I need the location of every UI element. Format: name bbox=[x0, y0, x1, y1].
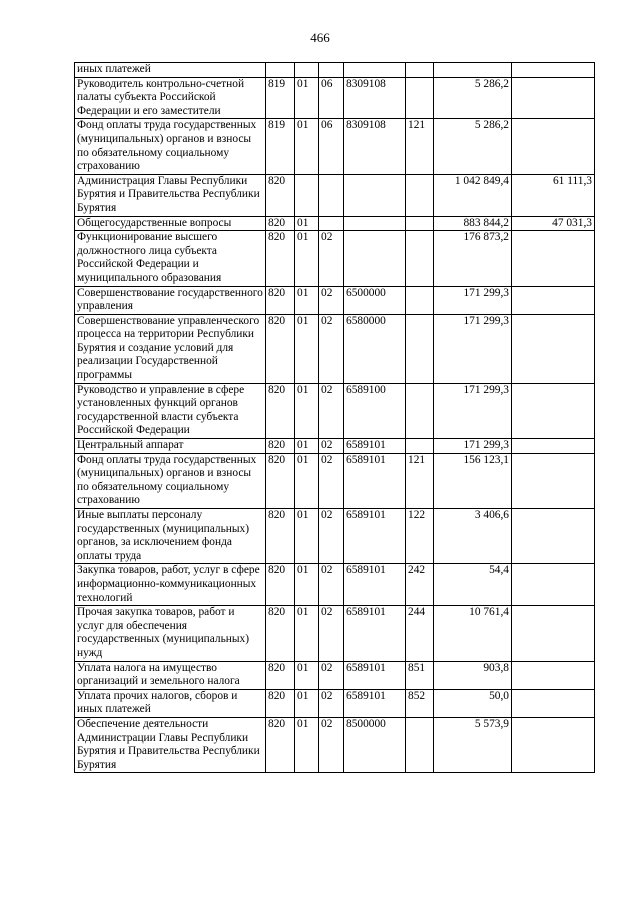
amount-federal-cell bbox=[512, 63, 595, 78]
ved-code-cell: 820 bbox=[266, 564, 295, 606]
section-code-cell bbox=[295, 63, 319, 78]
amount-federal-cell bbox=[512, 661, 595, 689]
amount-cell: 54,4 bbox=[434, 564, 512, 606]
amount-federal-cell bbox=[512, 119, 595, 174]
expense-type-cell bbox=[406, 77, 434, 119]
table-row bbox=[75, 216, 595, 231]
section-code-cell bbox=[295, 174, 319, 216]
target-article-cell: 8500000 bbox=[344, 717, 406, 772]
amount-cell: 5 573,9 bbox=[434, 717, 512, 772]
row-name-cell: Совершенствование государственного управления bbox=[75, 286, 266, 314]
expense-type-cell: 244 bbox=[406, 606, 434, 661]
section-code-cell: 01 bbox=[295, 453, 319, 508]
amount-cell: 176 873,2 bbox=[434, 231, 512, 286]
section-code-cell: 01 bbox=[295, 383, 319, 438]
target-article-cell: 8309108 bbox=[344, 119, 406, 174]
ved-code-cell: 820 bbox=[266, 453, 295, 508]
row-name-cell: Руководство и управление в сфере установленных функций органов государственной власти субъекта Российской Федерации bbox=[75, 383, 266, 438]
table-row bbox=[75, 661, 595, 689]
table-row bbox=[75, 564, 595, 606]
row-name-cell: Общегосударственные вопросы bbox=[75, 216, 266, 231]
table-body bbox=[75, 63, 595, 773]
expense-type-cell bbox=[406, 286, 434, 314]
subsection-code-cell: 02 bbox=[319, 717, 344, 772]
amount-federal-cell bbox=[512, 689, 595, 717]
table-row bbox=[75, 453, 595, 508]
amount-cell: 156 123,1 bbox=[434, 453, 512, 508]
target-article-cell: 6589101 bbox=[344, 439, 406, 454]
row-name-cell: Совершенствование управленческого процесса на территории Республики Бурятия и создание условий для реализации Государственной программы bbox=[75, 314, 266, 383]
section-code-cell: 01 bbox=[295, 564, 319, 606]
target-article-cell bbox=[344, 216, 406, 231]
expense-type-cell bbox=[406, 63, 434, 78]
section-code-cell: 01 bbox=[295, 439, 319, 454]
row-name-cell: Администрация Главы Республики Бурятия и Правительства Республики Бурятия bbox=[75, 174, 266, 216]
amount-federal-cell bbox=[512, 77, 595, 119]
expense-type-cell: 242 bbox=[406, 564, 434, 606]
ved-code-cell: 820 bbox=[266, 606, 295, 661]
ved-code-cell: 820 bbox=[266, 689, 295, 717]
table-row bbox=[75, 606, 595, 661]
page-number: 466 bbox=[310, 30, 330, 45]
section-code-cell: 01 bbox=[295, 314, 319, 383]
ved-code-cell: 820 bbox=[266, 174, 295, 216]
subsection-code-cell: 02 bbox=[319, 564, 344, 606]
expense-type-cell bbox=[406, 174, 434, 216]
target-article-cell bbox=[344, 174, 406, 216]
amount-federal-cell bbox=[512, 231, 595, 286]
table-row bbox=[75, 231, 595, 286]
subsection-code-cell: 02 bbox=[319, 286, 344, 314]
target-article-cell: 6589101 bbox=[344, 689, 406, 717]
subsection-code-cell: 06 bbox=[319, 119, 344, 174]
section-code-cell: 01 bbox=[295, 509, 319, 564]
section-code-cell: 01 bbox=[295, 717, 319, 772]
target-article-cell: 6589101 bbox=[344, 661, 406, 689]
table-row bbox=[75, 439, 595, 454]
amount-cell: 10 761,4 bbox=[434, 606, 512, 661]
amount-cell: 1 042 849,4 bbox=[434, 174, 512, 216]
row-name-cell: Фонд оплаты труда государственных (муниципальных) органов и взносы по обязательному социальному страхованию bbox=[75, 119, 266, 174]
section-code-cell: 01 bbox=[295, 286, 319, 314]
amount-cell: 883 844,2 bbox=[434, 216, 512, 231]
amount-cell: 171 299,3 bbox=[434, 439, 512, 454]
row-name-cell: Фонд оплаты труда государственных (муниципальных) органов и взносы по обязательному социальному страхованию bbox=[75, 453, 266, 508]
target-article-cell: 6580000 bbox=[344, 314, 406, 383]
subsection-code-cell: 02 bbox=[319, 606, 344, 661]
section-code-cell: 01 bbox=[295, 689, 319, 717]
amount-federal-cell bbox=[512, 383, 595, 438]
expense-type-cell bbox=[406, 231, 434, 286]
expense-type-cell: 851 bbox=[406, 661, 434, 689]
subsection-code-cell: 02 bbox=[319, 231, 344, 286]
table-row bbox=[75, 63, 595, 78]
budget-table bbox=[74, 62, 595, 773]
amount-cell: 5 286,2 bbox=[434, 77, 512, 119]
amount-federal-cell bbox=[512, 439, 595, 454]
ved-code-cell: 820 bbox=[266, 717, 295, 772]
ved-code-cell: 820 bbox=[266, 216, 295, 231]
section-code-cell: 01 bbox=[295, 119, 319, 174]
expense-type-cell bbox=[406, 439, 434, 454]
subsection-code-cell: 02 bbox=[319, 439, 344, 454]
subsection-code-cell bbox=[319, 174, 344, 216]
subsection-code-cell: 02 bbox=[319, 689, 344, 717]
row-name-cell: Центральный аппарат bbox=[75, 439, 266, 454]
row-name-cell: Закупка товаров, работ, услуг в сфере информационно-коммуникационных технологий bbox=[75, 564, 266, 606]
target-article-cell: 6589101 bbox=[344, 509, 406, 564]
subsection-code-cell bbox=[319, 216, 344, 231]
target-article-cell bbox=[344, 63, 406, 78]
row-name-cell: Уплата прочих налогов, сборов и иных платежей bbox=[75, 689, 266, 717]
expense-type-cell bbox=[406, 314, 434, 383]
ved-code-cell: 820 bbox=[266, 286, 295, 314]
subsection-code-cell bbox=[319, 63, 344, 78]
ved-code-cell: 820 bbox=[266, 439, 295, 454]
table-row bbox=[75, 383, 595, 438]
target-article-cell: 6500000 bbox=[344, 286, 406, 314]
target-article-cell: 6589101 bbox=[344, 453, 406, 508]
expense-type-cell bbox=[406, 717, 434, 772]
section-code-cell: 01 bbox=[295, 606, 319, 661]
amount-federal-cell bbox=[512, 509, 595, 564]
expense-type-cell: 852 bbox=[406, 689, 434, 717]
amount-federal-cell bbox=[512, 286, 595, 314]
section-code-cell: 01 bbox=[295, 216, 319, 231]
amount-federal-cell bbox=[512, 453, 595, 508]
amount-cell: 50,0 bbox=[434, 689, 512, 717]
row-name-cell: иных платежей bbox=[75, 63, 266, 78]
row-name-cell: Обеспечение деятельности Администрации Главы Республики Бурятия и Правительства Республики Бурятия bbox=[75, 717, 266, 772]
ved-code-cell: 819 bbox=[266, 77, 295, 119]
table-row bbox=[75, 77, 595, 119]
subsection-code-cell: 02 bbox=[319, 383, 344, 438]
amount-cell: 3 406,6 bbox=[434, 509, 512, 564]
section-code-cell: 01 bbox=[295, 231, 319, 286]
subsection-code-cell: 02 bbox=[319, 661, 344, 689]
subsection-code-cell: 02 bbox=[319, 509, 344, 564]
target-article-cell: 6589101 bbox=[344, 606, 406, 661]
table-row bbox=[75, 119, 595, 174]
amount-federal-cell bbox=[512, 717, 595, 772]
subsection-code-cell: 06 bbox=[319, 77, 344, 119]
subsection-code-cell: 02 bbox=[319, 314, 344, 383]
table-row bbox=[75, 314, 595, 383]
expense-type-cell bbox=[406, 216, 434, 231]
target-article-cell: 6589100 bbox=[344, 383, 406, 438]
amount-cell: 171 299,3 bbox=[434, 383, 512, 438]
ved-code-cell: 820 bbox=[266, 509, 295, 564]
row-name-cell: Иные выплаты персоналу государственных (муниципальных) органов, за исключением фонда оплаты труда bbox=[75, 509, 266, 564]
amount-federal-cell: 61 111,3 bbox=[512, 174, 595, 216]
target-article-cell: 6589101 bbox=[344, 564, 406, 606]
amount-cell: 171 299,3 bbox=[434, 314, 512, 383]
amount-cell: 5 286,2 bbox=[434, 119, 512, 174]
amount-federal-cell bbox=[512, 606, 595, 661]
table-row bbox=[75, 689, 595, 717]
target-article-cell: 8309108 bbox=[344, 77, 406, 119]
table-row bbox=[75, 717, 595, 772]
ved-code-cell: 820 bbox=[266, 314, 295, 383]
expense-type-cell: 121 bbox=[406, 453, 434, 508]
ved-code-cell: 820 bbox=[266, 231, 295, 286]
section-code-cell: 01 bbox=[295, 77, 319, 119]
expense-type-cell: 121 bbox=[406, 119, 434, 174]
amount-cell: 171 299,3 bbox=[434, 286, 512, 314]
ved-code-cell: 820 bbox=[266, 661, 295, 689]
row-name-cell: Прочая закупка товаров, работ и услуг для обеспечения государственных (муниципальных) нужд bbox=[75, 606, 266, 661]
ved-code-cell bbox=[266, 63, 295, 78]
table-row bbox=[75, 174, 595, 216]
amount-federal-cell bbox=[512, 564, 595, 606]
amount-cell bbox=[434, 63, 512, 78]
ved-code-cell: 819 bbox=[266, 119, 295, 174]
row-name-cell: Руководитель контрольно-счетной палаты субъекта Российской Федерации и его заместители bbox=[75, 77, 266, 119]
row-name-cell: Уплата налога на имущество организаций и земельного налога bbox=[75, 661, 266, 689]
table-row bbox=[75, 286, 595, 314]
row-name-cell: Функционирование высшего должностного лица субъекта Российской Федерации и муниципального образования bbox=[75, 231, 266, 286]
amount-cell: 903,8 bbox=[434, 661, 512, 689]
expense-type-cell bbox=[406, 383, 434, 438]
target-article-cell bbox=[344, 231, 406, 286]
amount-federal-cell bbox=[512, 314, 595, 383]
table-row bbox=[75, 509, 595, 564]
expense-type-cell: 122 bbox=[406, 509, 434, 564]
section-code-cell: 01 bbox=[295, 661, 319, 689]
ved-code-cell: 820 bbox=[266, 383, 295, 438]
amount-federal-cell: 47 031,3 bbox=[512, 216, 595, 231]
subsection-code-cell: 02 bbox=[319, 453, 344, 508]
